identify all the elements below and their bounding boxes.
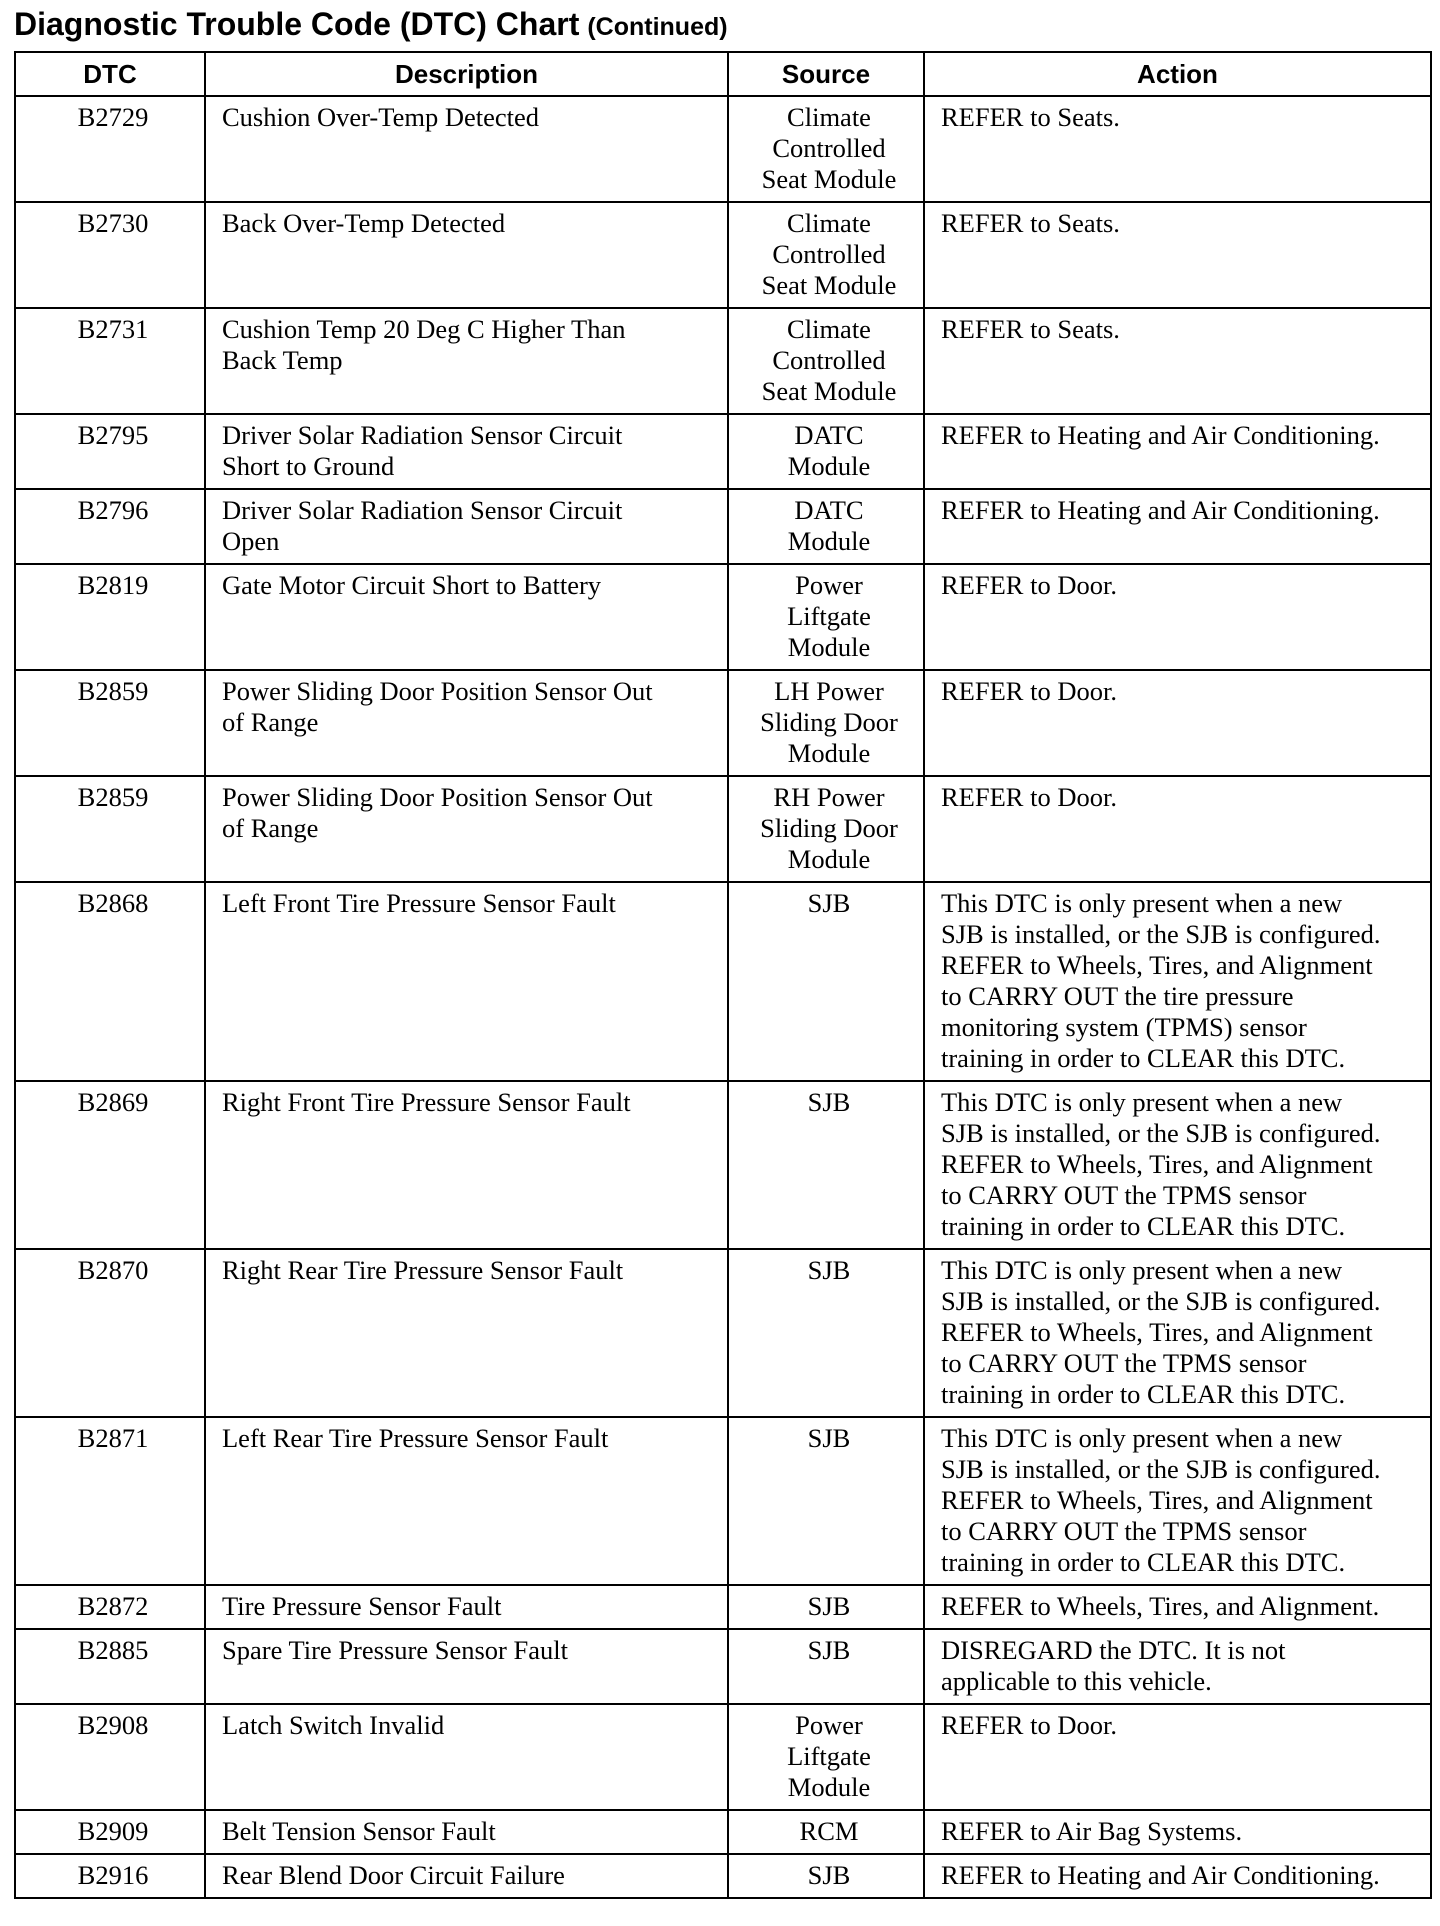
source-cell: [728, 1249, 924, 1417]
source-cell: [728, 670, 924, 776]
source-cell: [728, 1585, 924, 1629]
action-cell: [924, 1585, 1431, 1629]
dtc-code-cell: B2870: [15, 1249, 205, 1417]
source-cell: [728, 308, 924, 414]
description-cell: [205, 1081, 728, 1249]
source-cell: [728, 882, 924, 1081]
description-cell: [205, 414, 728, 489]
dtc-code-cell: B2859: [15, 670, 205, 776]
description-cell: [205, 96, 728, 202]
description-cell: [205, 776, 728, 882]
action-cell-line: This DTC is only present when a new: [941, 888, 1343, 918]
action-cell-line: training in order to CLEAR this DTC.: [941, 1379, 1346, 1409]
table-body: [15, 96, 1431, 1898]
description-cell: [205, 1417, 728, 1585]
description-cell: [205, 564, 728, 670]
source-cell-line: SJB: [807, 888, 851, 918]
action-cell-line: applicable to this vehicle.: [941, 1666, 1212, 1696]
dtc-code-cell: B2871: [15, 1417, 205, 1585]
description-cell-line: Right Rear Tire Pressure Sensor Fault: [222, 1255, 624, 1285]
action-cell-line: This DTC is only present when a new: [941, 1255, 1343, 1285]
page-title: [14, 4, 728, 47]
action-cell-line: to CARRY OUT the TPMS sensor: [941, 1516, 1307, 1546]
action-cell: [924, 1249, 1431, 1417]
action-cell-line: SJB is installed, or the SJB is configured.: [941, 919, 1381, 949]
source-cell-line: Seat Module: [761, 270, 897, 300]
source-cell: [728, 1704, 924, 1810]
action-cell-line: REFER to Wheels, Tires, and Alignment: [941, 950, 1373, 980]
description-cell-line: Cushion Temp 20 Deg C Higher Than: [222, 314, 626, 344]
source-cell-line: Controlled: [772, 345, 886, 375]
source-cell-line: Climate: [787, 314, 871, 344]
action-cell-line: SJB is installed, or the SJB is configured.: [941, 1454, 1381, 1484]
dtc-code-cell: B2731: [15, 308, 205, 414]
action-cell: [924, 308, 1431, 414]
action-cell: [924, 1417, 1431, 1585]
dtc-code-cell: B2859: [15, 776, 205, 882]
action-cell-line: REFER to Wheels, Tires, and Alignment: [941, 1485, 1373, 1515]
table-row: [15, 564, 1431, 670]
dtc-table: [14, 51, 1432, 1899]
source-cell-line: Seat Module: [761, 376, 897, 406]
action-cell-line: REFER to Door.: [941, 676, 1117, 706]
action-cell-line: REFER to Door.: [941, 782, 1117, 812]
table-row: [15, 670, 1431, 776]
source-cell: [728, 1417, 924, 1585]
action-cell-line: REFER to Heating and Air Conditioning.: [941, 1860, 1380, 1890]
source-cell: [728, 564, 924, 670]
description-cell-line: Gate Motor Circuit Short to Battery: [222, 570, 602, 600]
source-cell-line: Power: [795, 1710, 863, 1740]
table-row: [15, 776, 1431, 882]
table-row: [15, 1629, 1431, 1704]
description-cell: [205, 202, 728, 308]
description-cell: [205, 489, 728, 564]
action-cell-line: training in order to CLEAR this DTC.: [941, 1043, 1346, 1073]
action-cell-line: training in order to CLEAR this DTC.: [941, 1547, 1346, 1577]
action-cell: [924, 202, 1431, 308]
description-cell: [205, 1810, 728, 1854]
page-title-text: Diagnostic Trouble Code (DTC) Chart: [14, 6, 580, 42]
description-cell-line: Back Temp: [222, 345, 343, 375]
action-cell: [924, 96, 1431, 202]
table-row: [15, 1854, 1431, 1898]
table-row: [15, 1585, 1431, 1629]
source-cell-line: Module: [787, 632, 871, 662]
action-cell-line: This DTC is only present when a new: [941, 1087, 1343, 1117]
description-cell-line: Spare Tire Pressure Sensor Fault: [222, 1635, 568, 1665]
description-cell-line: Back Over-Temp Detected: [222, 208, 506, 238]
description-cell-line: Cushion Over-Temp Detected: [222, 102, 539, 132]
action-cell-line: training in order to CLEAR this DTC.: [941, 1211, 1346, 1241]
dtc-code-cell: B2872: [15, 1585, 205, 1629]
source-cell-line: SJB: [807, 1255, 851, 1285]
dtc-code-cell: B2730: [15, 202, 205, 308]
source-cell-line: Controlled: [772, 239, 886, 269]
table-row: [15, 414, 1431, 489]
action-cell: [924, 414, 1431, 489]
source-cell-line: LH Power: [774, 676, 884, 706]
source-cell-line: Module: [787, 738, 871, 768]
action-cell-line: REFER to Seats.: [941, 314, 1120, 344]
action-cell-line: REFER to Wheels, Tires, and Alignment: [941, 1317, 1373, 1347]
description-cell: [205, 1585, 728, 1629]
action-cell-line: REFER to Seats.: [941, 102, 1120, 132]
table-row: [15, 308, 1431, 414]
action-cell: [924, 882, 1431, 1081]
source-cell-line: Liftgate: [787, 601, 871, 631]
action-cell-line: to CARRY OUT the TPMS sensor: [941, 1348, 1307, 1378]
action-cell-line: SJB is installed, or the SJB is configured.: [941, 1118, 1381, 1148]
description-cell-line: Left Front Tire Pressure Sensor Fault: [222, 888, 616, 918]
header-description: Description: [205, 52, 728, 96]
source-cell-line: SJB: [807, 1635, 851, 1665]
table-header-row: [15, 52, 1431, 96]
description-cell-line: Rear Blend Door Circuit Failure: [222, 1860, 565, 1890]
source-cell-line: Module: [787, 451, 871, 481]
description-cell: [205, 308, 728, 414]
source-cell-line: Climate: [787, 208, 871, 238]
source-cell-line: Sliding Door: [760, 707, 898, 737]
action-cell-line: This DTC is only present when a new: [941, 1423, 1343, 1453]
source-cell-line: SJB: [807, 1591, 851, 1621]
table-row: [15, 1417, 1431, 1585]
table-row: [15, 1704, 1431, 1810]
source-cell-line: SJB: [807, 1087, 851, 1117]
source-cell: [728, 776, 924, 882]
dtc-code-cell: B2729: [15, 96, 205, 202]
action-cell-line: to CARRY OUT the TPMS sensor: [941, 1180, 1307, 1210]
table-row: [15, 1249, 1431, 1417]
dtc-code-cell: B2795: [15, 414, 205, 489]
action-cell: [924, 1629, 1431, 1704]
action-cell: [924, 1810, 1431, 1854]
description-cell: [205, 1629, 728, 1704]
dtc-code-cell: B2819: [15, 564, 205, 670]
table-row: [15, 1810, 1431, 1854]
action-cell: [924, 564, 1431, 670]
action-cell-line: SJB is installed, or the SJB is configured.: [941, 1286, 1381, 1316]
description-cell: [205, 882, 728, 1081]
source-cell-line: Climate: [787, 102, 871, 132]
action-cell: [924, 1081, 1431, 1249]
source-cell: [728, 1629, 924, 1704]
source-cell: [728, 1854, 924, 1898]
action-cell: [924, 776, 1431, 882]
table-row: [15, 1081, 1431, 1249]
description-cell: [205, 1704, 728, 1810]
source-cell-line: Module: [787, 844, 871, 874]
dtc-code-cell: B2796: [15, 489, 205, 564]
table-row: [15, 202, 1431, 308]
source-cell: [728, 489, 924, 564]
source-cell-line: Seat Module: [761, 164, 897, 194]
source-cell-line: Sliding Door: [760, 813, 898, 843]
description-cell-line: Right Front Tire Pressure Sensor Fault: [222, 1087, 631, 1117]
dtc-code-cell: B2908: [15, 1704, 205, 1810]
action-cell: [924, 670, 1431, 776]
action-cell-line: REFER to Door.: [941, 570, 1117, 600]
description-cell-line: Latch Switch Invalid: [222, 1710, 445, 1740]
source-cell: [728, 96, 924, 202]
description-cell: [205, 670, 728, 776]
action-cell-line: REFER to Wheels, Tires, and Alignment.: [941, 1591, 1380, 1621]
source-cell-line: DATC: [794, 420, 864, 450]
source-cell-line: RCM: [799, 1816, 859, 1846]
source-cell-line: RH Power: [773, 782, 885, 812]
description-cell-line: Left Rear Tire Pressure Sensor Fault: [222, 1423, 609, 1453]
description-cell-line: Driver Solar Radiation Sensor Circuit: [222, 495, 623, 525]
action-cell: [924, 489, 1431, 564]
action-cell: [924, 1704, 1431, 1810]
description-cell-line: of Range: [222, 813, 319, 843]
dtc-code-cell: B2916: [15, 1854, 205, 1898]
table-row: [15, 489, 1431, 564]
source-cell-line: SJB: [807, 1860, 851, 1890]
header-dtc: DTC: [15, 52, 205, 96]
source-cell: [728, 1810, 924, 1854]
dtc-code-cell: B2868: [15, 882, 205, 1081]
source-cell-line: SJB: [807, 1423, 851, 1453]
action-cell-line: REFER to Heating and Air Conditioning.: [941, 495, 1380, 525]
action-cell-line: monitoring system (TPMS) sensor: [941, 1012, 1307, 1042]
table-row: [15, 96, 1431, 202]
source-cell: [728, 202, 924, 308]
source-cell-line: Power: [795, 570, 863, 600]
action-cell-line: REFER to Air Bag Systems.: [941, 1816, 1243, 1846]
source-cell-line: Liftgate: [787, 1741, 871, 1771]
dtc-code-cell: B2885: [15, 1629, 205, 1704]
source-cell-line: Module: [787, 1772, 871, 1802]
description-cell-line: Open: [222, 526, 280, 556]
action-cell-line: REFER to Door.: [941, 1710, 1117, 1740]
source-cell-line: DATC: [794, 495, 864, 525]
description-cell-line: Power Sliding Door Position Sensor Out: [222, 782, 653, 812]
action-cell: [924, 1854, 1431, 1898]
header-source: Source: [728, 52, 924, 96]
description-cell-line: of Range: [222, 707, 319, 737]
dtc-code-cell: B2869: [15, 1081, 205, 1249]
description-cell-line: Driver Solar Radiation Sensor Circuit: [222, 420, 623, 450]
source-cell: [728, 414, 924, 489]
description-cell-line: Tire Pressure Sensor Fault: [222, 1591, 502, 1621]
source-cell-line: Controlled: [772, 133, 886, 163]
header-action: Action: [924, 52, 1431, 96]
table-row: [15, 882, 1431, 1081]
description-cell: [205, 1854, 728, 1898]
description-cell-line: Power Sliding Door Position Sensor Out: [222, 676, 653, 706]
dtc-code-cell: B2909: [15, 1810, 205, 1854]
page-title-suffix: (Continued): [587, 13, 728, 41]
description-cell: [205, 1249, 728, 1417]
description-cell-line: Belt Tension Sensor Fault: [222, 1816, 496, 1846]
description-cell-line: Short to Ground: [222, 451, 395, 481]
action-cell-line: to CARRY OUT the tire pressure: [941, 981, 1294, 1011]
action-cell-line: REFER to Wheels, Tires, and Alignment: [941, 1149, 1373, 1179]
source-cell-line: Module: [787, 526, 871, 556]
action-cell-line: REFER to Heating and Air Conditioning.: [941, 420, 1380, 450]
source-cell: [728, 1081, 924, 1249]
action-cell-line: REFER to Seats.: [941, 208, 1120, 238]
action-cell-line: DISREGARD the DTC. It is not: [941, 1635, 1286, 1665]
